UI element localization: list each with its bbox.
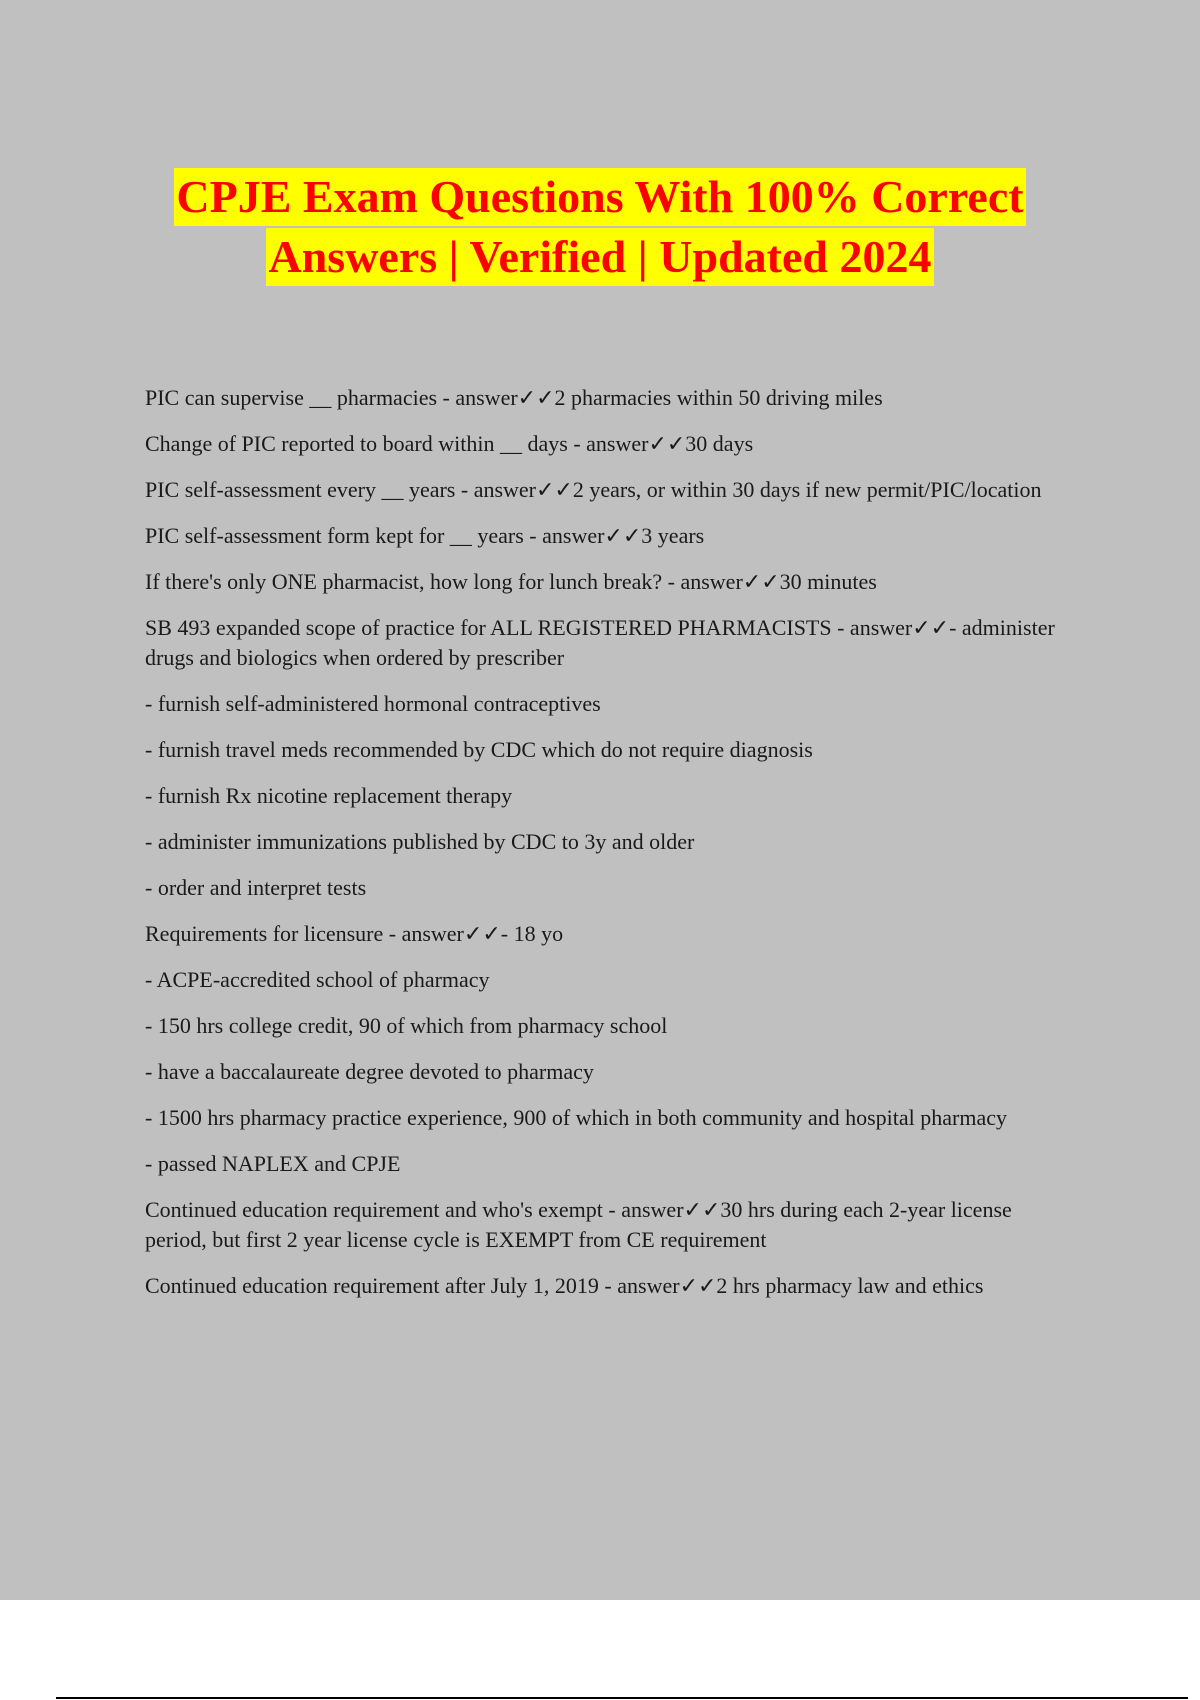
- list-item: - furnish Rx nicotine replacement therapy: [145, 783, 513, 808]
- list-item: - furnish self-administered hormonal contraceptives: [145, 691, 601, 716]
- title-line-2: Answers | Verified | Updated 2024: [266, 228, 933, 286]
- qa-paragraph: PIC self-assessment every __ years - answer✓✓2 years, or within 30 days if new permit/PIC/location: [145, 477, 1042, 502]
- title-line-1: CPJE Exam Questions With 100% Correct: [174, 168, 1025, 226]
- list-item: - ACPE-accredited school of pharmacy: [145, 967, 490, 992]
- qa-list: [145, 383, 1075, 1317]
- list-item: - furnish travel meds recommended by CDC which do not require diagnosis: [145, 737, 813, 762]
- list-item: - administer immunizations published by CDC to 3y and older: [145, 829, 695, 854]
- list-item: - 150 hrs college credit, 90 of which from pharmacy school: [145, 1013, 668, 1038]
- list-item: - 1500 hrs pharmacy practice experience, 900 of which in both community and hospital pharmacy: [145, 1105, 1008, 1130]
- qa-paragraph: PIC self-assessment form kept for __ years - answer✓✓3 years: [145, 523, 705, 548]
- qa-paragraph: If there's only ONE pharmacist, how long for lunch break? - answer✓✓30 minutes: [145, 569, 877, 594]
- list-item: - passed NAPLEX and CPJE: [145, 1151, 401, 1176]
- list-item: - have a baccalaureate degree devoted to pharmacy: [145, 1059, 594, 1084]
- footer-divider: [56, 1697, 1188, 1699]
- list-item: - order and interpret tests: [145, 875, 367, 900]
- document-title: [0, 168, 1200, 288]
- qa-paragraph: SB 493 expanded scope of practice for ALL REGISTERED PHARMACISTS - answer✓✓- administer drugs and biologics when ordered by prescriber: [145, 615, 1055, 670]
- qa-paragraph: Change of PIC reported to board within __ days - answer✓✓30 days: [145, 431, 754, 456]
- qa-paragraph: Requirements for licensure - answer✓✓- 18 yo: [145, 921, 564, 946]
- qa-paragraph: Continued education requirement and who's exempt - answer✓✓30 hrs during each 2-year license period, but first 2 year license cycle is EXEMPT from CE requirement: [145, 1197, 1012, 1252]
- qa-paragraph: PIC can supervise __ pharmacies - answer✓✓2 pharmacies within 50 driving miles: [145, 385, 883, 410]
- qa-paragraph: Continued education requirement after July 1, 2019 - answer✓✓2 hrs pharmacy law and ethics: [145, 1273, 984, 1298]
